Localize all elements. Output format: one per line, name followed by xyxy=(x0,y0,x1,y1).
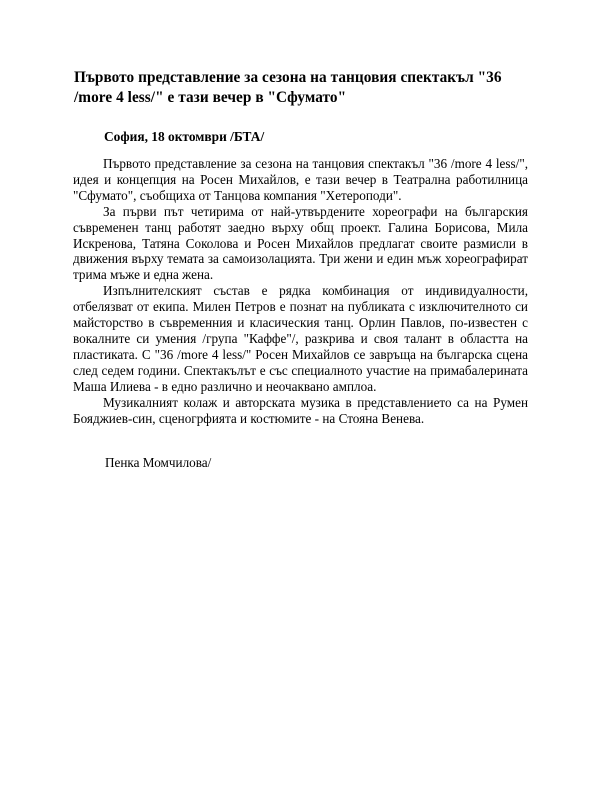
author-signature: Пенка Момчилова/ xyxy=(105,455,212,470)
paragraph-performers: Изпълнителският състав е рядка комбинация от индивидуалности, отбелязват от екипа. Милен Петров е познат на публиката с изключителното си майсторство в съвременния и класическия танц. Орлин Павлов, по-известен с вокалните си умения /група "Каффе"/, разкрива и своя талант в областта на пластиката. С "36 /more 4 less/" Росен Михайлов се завръща на българска сцена след седем години. Спектакълът е със специалното участие на примабалерината Маша Илиева - в едно различно и неочаквано амплоа. xyxy=(73,283,528,394)
dateline: София, 18 октомври /БТА/ xyxy=(104,129,265,144)
paragraph-music-design: Музикалният колаж и авторската музика в представлението са на Румен Бояджиев-син, сценогрфията и костюмите - на Стояна Венева. xyxy=(73,394,528,426)
article-body xyxy=(73,156,528,426)
paragraph-choreographers: За първи път четирима от най-утвърдените хореографи на българския съвременен танц работят заедно върху общ проект. Галина Борисова, Мила Искренова, Татяна Соколова и Росен Михайлов предлагат своите размисли в движения върху темата за самоизолацията. Три жени и един мъж хореографират трима мъже и една жена. xyxy=(73,203,528,283)
paragraph-premiere: Първото представление за сезона на танцовия спектакъл "36 /more 4 less/", идея и концепция на Росен Михайлов, е тази вечер в Театрална работилница "Сфумато", съобщиха от Танцова компания "Хетероподи". xyxy=(73,156,528,203)
article-title: Първото представление за сезона на танцовия спектакъл "36 /more 4 less/" е тази вечер в "Сфумато" xyxy=(74,69,502,106)
